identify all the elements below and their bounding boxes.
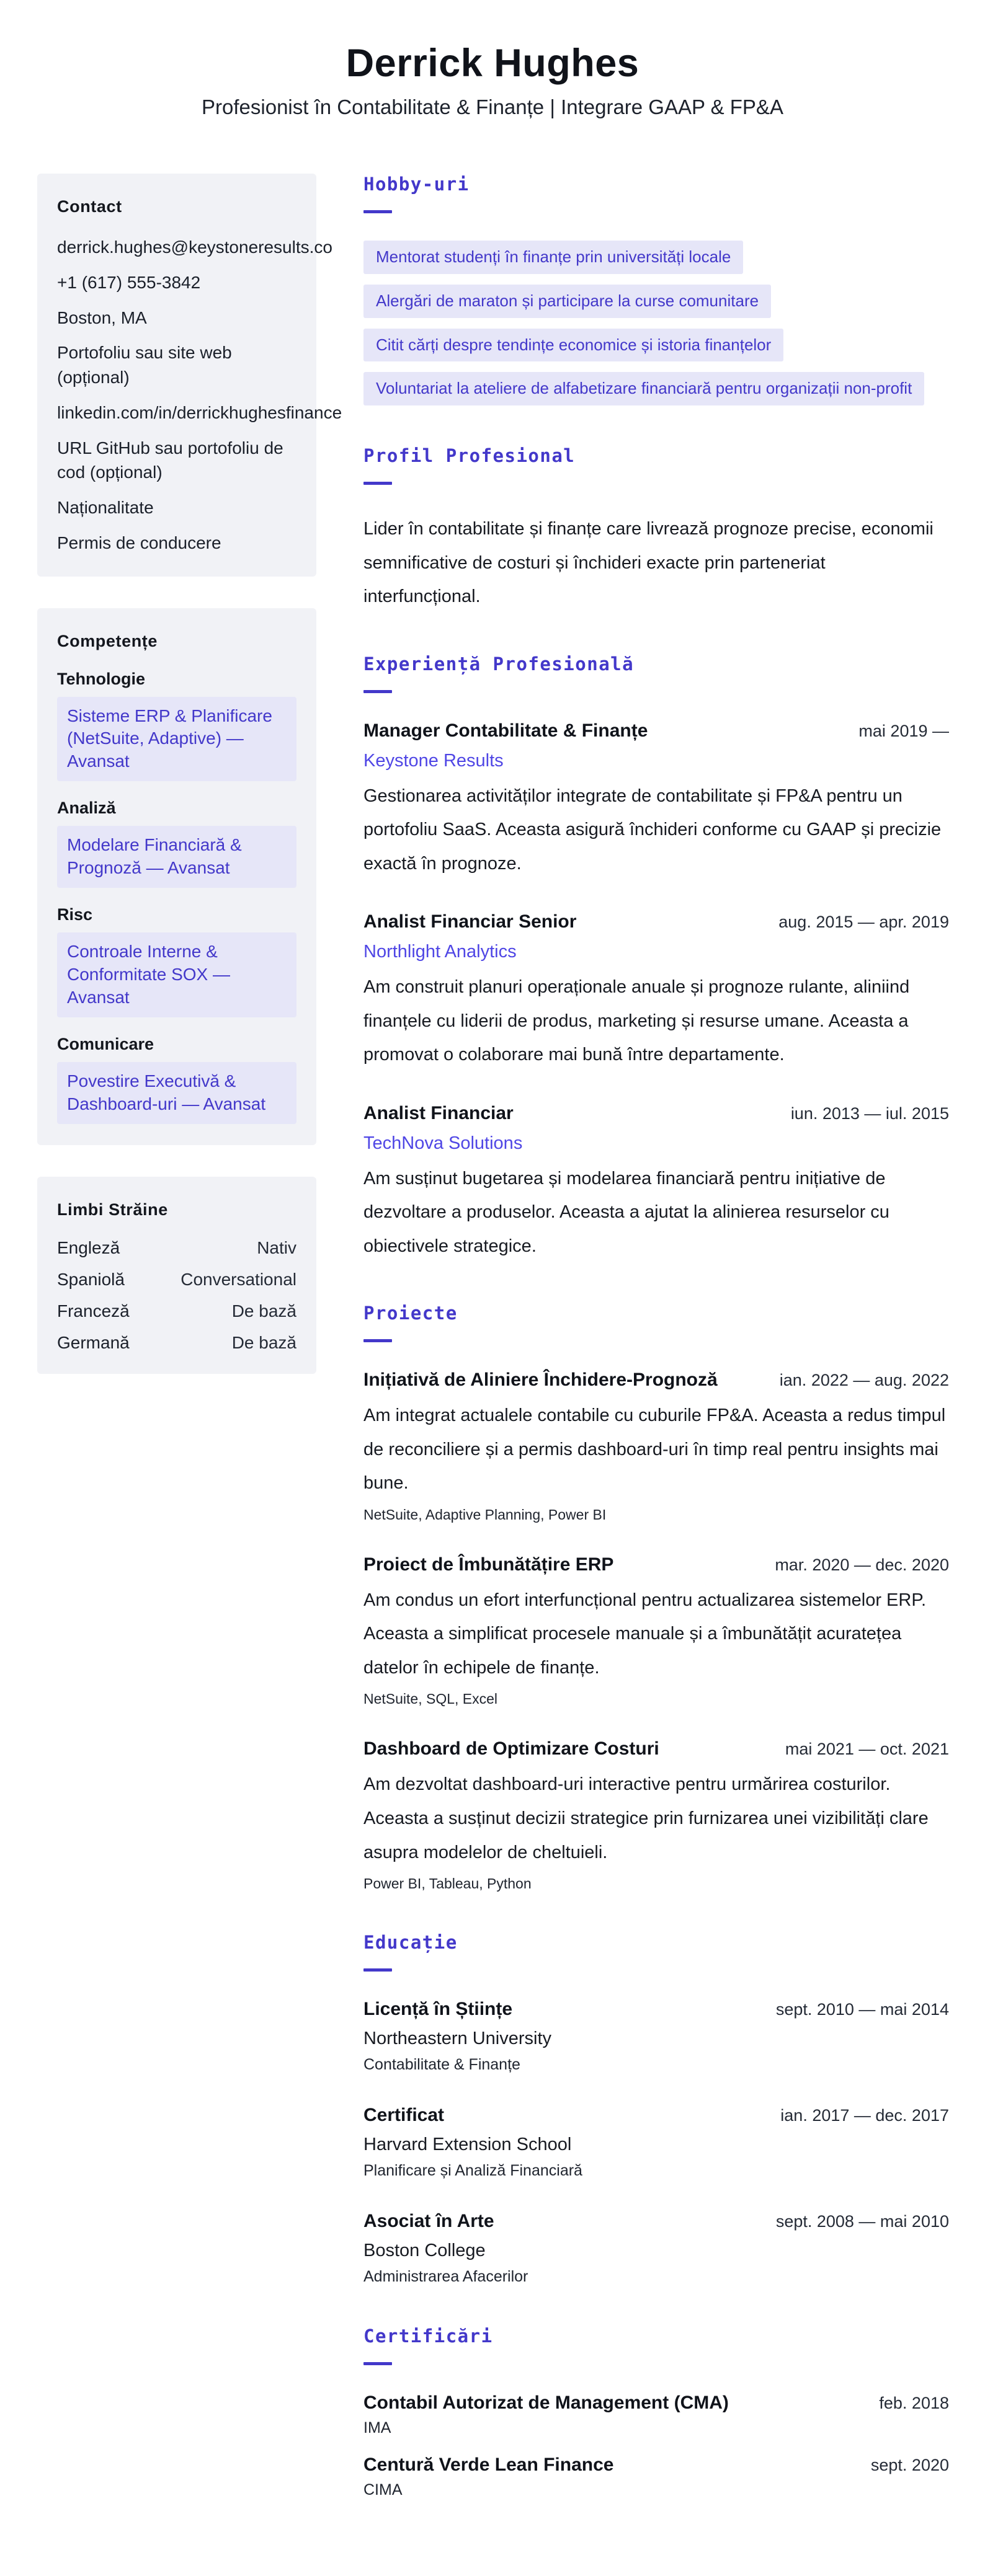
section-title-profile: Profil Profesional <box>363 445 576 467</box>
skill-group-risk <box>57 905 296 1017</box>
contact-github: URL GitHub sau portofoliu de cod (opțional) <box>57 438 283 482</box>
project-description: Am integrat actualele contabile cu cuburile FP&A. Aceasta a redus timpul de reconciliere și a permis dashboard-uri în timp real pentru insights mai bune. <box>363 1405 946 1494</box>
education-dates: ian. 2017 — dec. 2017 <box>780 2106 949 2125</box>
resume-body <box>0 174 985 2576</box>
project-entry <box>363 1370 949 1523</box>
project-tech-stack: NetSuite, SQL, Excel <box>363 1691 498 1707</box>
contact-phone: +1 (617) 555-3842 <box>57 272 201 292</box>
professional-subtitle: Profesionist în Contabilitate & Finanțe | Integrare GAAP & FP&A <box>202 95 783 118</box>
job-role: Manager Contabilitate & Finanțe <box>363 720 648 741</box>
resume-header <box>0 0 985 119</box>
section-underline <box>363 690 392 693</box>
project-dates: mar. 2020 — dec. 2020 <box>775 1555 949 1574</box>
language-name: Franceză <box>57 1301 130 1321</box>
education-entry <box>363 2211 949 2286</box>
contact-email: derrick.hughes@keystoneresults.co <box>57 237 332 257</box>
certification-entry <box>363 2392 949 2437</box>
project-entry-head <box>363 1370 949 1391</box>
language-row <box>57 1238 296 1258</box>
experience-entry <box>363 911 949 1072</box>
job-description: Gestionarea activităților integrate de contabilitate și FP&A pentru un portofoliu SaaS. Aceasta asigură închideri conforme cu GAAP și precizie exactă în prognoze. <box>363 786 942 874</box>
school-name: Boston College <box>363 2241 486 2261</box>
education-dates: sept. 2008 — mai 2010 <box>775 2212 949 2231</box>
language-level: De bază <box>231 1333 296 1353</box>
language-name: Engleză <box>57 1238 120 1258</box>
company-link[interactable]: Keystone Results <box>363 750 504 771</box>
project-name: Inițiativă de Aliniere Închidere-Prognoză <box>363 1370 718 1391</box>
job-dates: iun. 2013 — iul. 2015 <box>790 1104 949 1123</box>
section-profile <box>363 445 949 614</box>
job-description: Am susținut bugetarea și modelarea financiară pentru inițiative de dezvoltare a produselor. Aceasta a ajutat la alinierea resurselor cu obiectivele strategice. <box>363 1168 889 1256</box>
section-underline <box>363 210 392 213</box>
sidebar <box>37 174 342 1374</box>
degree-name: Asociat în Arte <box>363 2211 494 2232</box>
section-title-projects: Proiecte <box>363 1303 458 1324</box>
certification-name: Contabil Autorizat de Management (CMA) <box>363 2392 729 2414</box>
project-entry <box>363 1554 949 1708</box>
section-title-certifications: Certificări <box>363 2326 493 2347</box>
education-dates: sept. 2010 — mai 2014 <box>775 2000 949 2019</box>
section-title-hobbies: Hobby-uri <box>363 174 470 195</box>
school-name: Northeastern University <box>363 2029 551 2049</box>
skill-group-label: Comunicare <box>57 1035 154 1054</box>
section-hobbies <box>363 174 949 405</box>
degree-name: Licență în Științe <box>363 1999 513 2020</box>
field-of-study: Planificare și Analiză Financiară <box>363 2162 582 2180</box>
hobby-tag: Voluntariat la ateliere de alfabetizare financiară pentru organizații non-profit <box>363 372 924 405</box>
project-dates: ian. 2022 — aug. 2022 <box>779 1371 949 1390</box>
contact-location: Boston, MA <box>57 308 147 327</box>
experience-entry <box>363 720 949 881</box>
language-name: Spaniolă <box>57 1270 125 1290</box>
certification-date: sept. 2020 <box>870 2456 949 2475</box>
experience-entry-head <box>363 911 949 932</box>
education-entry-head <box>363 1999 949 2020</box>
section-underline <box>363 482 392 485</box>
skill-tag: Controale Interne & Conformitate SOX — Avansat <box>57 932 296 1017</box>
project-entry-head <box>363 1738 949 1759</box>
skill-group-communication <box>57 1035 296 1124</box>
contact-card <box>37 174 342 577</box>
language-level: Conversational <box>181 1270 296 1290</box>
experience-entry-head <box>363 1103 949 1124</box>
experience-entry-head <box>363 720 949 741</box>
job-description: Am construit planuri operaționale anuale și prognoze rulante, aliniind finanțele cu liderii de produs, marketing și resurse umane. Aceasta a promovat o colaborare mai bună între departamente. <box>363 977 910 1065</box>
project-description: Am condus un efort interfuncțional pentru actualizarea sistemelor ERP. Aceasta a simplificat procesele manuale și a îmbunătățit acuratețea datelor în echipele de finanțe. <box>363 1590 927 1678</box>
certification-issuer: IMA <box>363 2419 391 2437</box>
section-underline <box>363 1968 392 1972</box>
skill-group-label: Tehnologie <box>57 669 145 688</box>
skill-tag: Modelare Financiară & Prognoză — Avansat <box>57 826 296 888</box>
profile-summary: Lider în contabilitate și finanțe care livrează prognoze precise, economii semnificative de costuri și închideri exacte prin parteneriat interfuncțional. <box>363 519 934 607</box>
project-dates: mai 2021 — oct. 2021 <box>785 1740 949 1759</box>
project-tech-stack: NetSuite, Adaptive Planning, Power BI <box>363 1506 607 1523</box>
languages-title: Limbi Străine <box>57 1200 168 1219</box>
hobby-tag: Alergări de maraton și participare la curse comunitare <box>363 285 771 318</box>
section-underline <box>363 2362 392 2365</box>
job-dates: aug. 2015 — apr. 2019 <box>778 913 949 932</box>
skill-group-label: Analiză <box>57 799 116 818</box>
education-entry <box>363 2105 949 2180</box>
languages-card <box>37 1177 316 1374</box>
skill-tag: Povestire Executivă & Dashboard-uri — Avansat <box>57 1062 296 1124</box>
school-name: Harvard Extension School <box>363 2135 572 2155</box>
certification-issuer: CIMA <box>363 2481 403 2499</box>
job-role: Analist Financiar Senior <box>363 911 577 932</box>
education-entry-head <box>363 2211 949 2232</box>
section-underline <box>363 1339 392 1342</box>
certification-date: feb. 2018 <box>879 2394 949 2413</box>
language-level: Nativ <box>257 1238 296 1258</box>
project-entry-head <box>363 1554 949 1575</box>
field-of-study: Contabilitate & Finanțe <box>363 2056 520 2074</box>
language-row <box>57 1270 296 1290</box>
section-experience <box>363 653 949 1264</box>
section-certifications <box>363 2326 949 2499</box>
skills-title: Competențe <box>57 631 158 650</box>
project-entry <box>363 1738 949 1892</box>
section-projects <box>363 1303 949 1892</box>
page-title: Derrick Hughes <box>345 42 640 85</box>
contact-driving-license: Permis de conducere <box>57 533 221 552</box>
contact-nationality: Naționalitate <box>57 498 154 517</box>
job-dates: mai 2019 — <box>858 721 949 740</box>
certification-entry <box>363 2454 949 2499</box>
hobby-tag: Citit cărți despre tendințe economice și istoria finanțelor <box>363 329 783 362</box>
language-level: De bază <box>231 1301 296 1321</box>
degree-name: Certificat <box>363 2105 445 2126</box>
contact-linkedin: linkedin.com/in/derrickhughesfinance <box>57 402 342 422</box>
certification-entry-head <box>363 2392 949 2414</box>
hobby-tag: Mentorat studenți în finanțe prin universități locale <box>363 241 743 274</box>
section-education <box>363 1932 949 2286</box>
contact-portfolio: Portofoliu sau site web (opțional) <box>57 343 232 387</box>
section-title-education: Educație <box>363 1932 458 1954</box>
language-row <box>57 1333 296 1353</box>
project-description: Am dezvoltat dashboard-uri interactive pentru urmărirea costurilor. Aceasta a susținut decizii strategice prin furnizarea unei vizibilități clare asupra modelelor de cheltuieli. <box>363 1774 929 1862</box>
education-entry-head <box>363 2105 949 2126</box>
project-name: Dashboard de Optimizare Costuri <box>363 1738 659 1759</box>
contact-title: Contact <box>57 197 122 216</box>
company-link[interactable]: Northlight Analytics <box>363 942 517 962</box>
education-entry <box>363 1999 949 2074</box>
skill-group-label: Risc <box>57 905 93 924</box>
section-title-experience: Experiență Profesională <box>363 653 635 675</box>
skill-tag: Sisteme ERP & Planificare (NetSuite, Adaptive) — Avansat <box>57 697 296 782</box>
certification-entry-head <box>363 2454 949 2476</box>
experience-entry <box>363 1103 949 1264</box>
field-of-study: Administrarea Afacerilor <box>363 2268 528 2286</box>
skills-card <box>37 608 316 1146</box>
project-name: Proiect de Îmbunătățire ERP <box>363 1554 614 1575</box>
language-name: Germană <box>57 1333 130 1353</box>
language-row <box>57 1301 296 1321</box>
job-role: Analist Financiar <box>363 1102 514 1123</box>
skill-group-analysis <box>57 799 296 888</box>
skill-group-technology <box>57 670 296 782</box>
main-content <box>363 174 949 2539</box>
company-link[interactable]: TechNova Solutions <box>363 1133 523 1153</box>
project-tech-stack: Power BI, Tableau, Python <box>363 1875 532 1892</box>
certification-name: Centură Verde Lean Finance <box>363 2454 614 2476</box>
